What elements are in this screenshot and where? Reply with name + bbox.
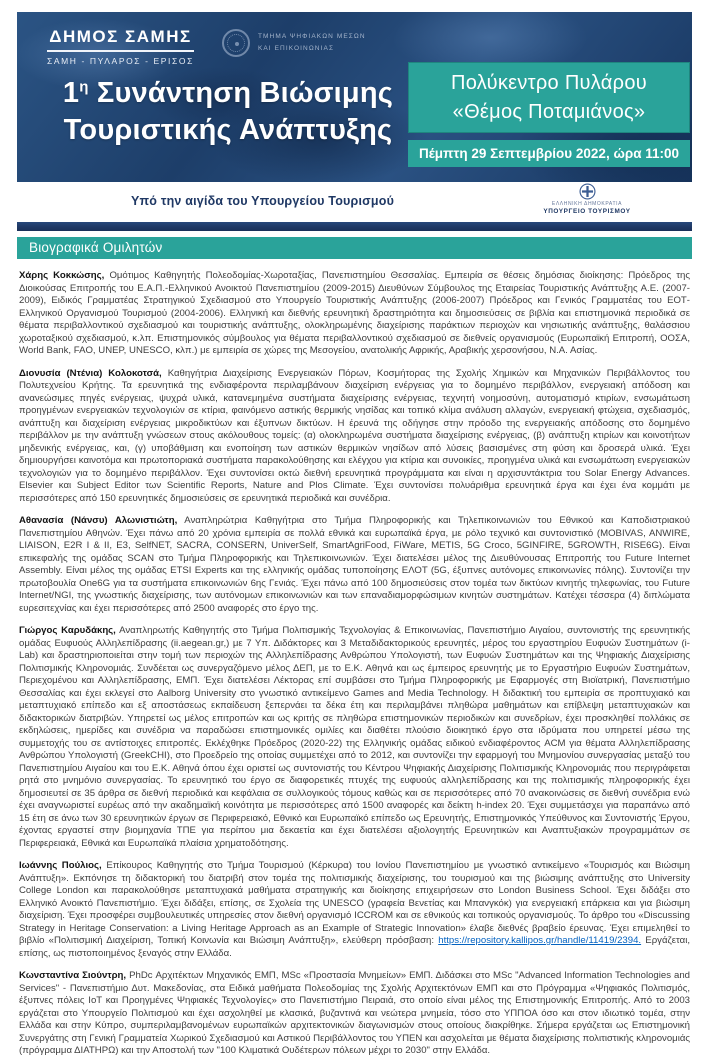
bio-text: Επίκουρος Καθηγητής στο Τμήμα Τουρισμού (Κέρκυρα) του Ιονίου Πανεπιστημίου με γνωστικό αντικείμενο «Τουρισμός και Βιώσιμη Ανάπτυξη». Εκπόνησε τη διδακτορική του διατριβή στον τομέα της πολιτισμικής διαχείρισης, του τουρισμού και της βιώσιμης ανάπτυξης στο University College London και παρακολούθησε μεταπτυχιακά μαθήματα στρατηγικής και διοίκησης επιχειρήσεων στο London Business School. Έχει διδάξει στο Ελληνικό Ανοικτό Πανεπιστήμιο. Έχει διδάξει, επίσης, σε Σχολεία της UNESCO (γραφεία Βενετίας και Μπανγκόκ) για ενεργειακή επάρκεια και για βιώσιμη διαχείριση. Έχει προσφέρει συμβουλευτικές υπηρεσίες στον διεθνή οργανισμό ICCROM και σε εθνικούς και τοπικούς οργανισμούς. Το άρθρο του «Discussing Strategy in Heritage Conservation: a Living Heritage Approach as an Example of Strategic Innovation» έλαβε διεθνές βραβείο έρευνας. Έχει επιμεληθεί το βιβλίο «Πολιτισμική Διαχείριση, Τοπική Κοινωνία και Βιώσιμη Ανάπτυξη», ελεύθερη πρόσβαση:	[19, 860, 690, 946]
bio-paragraph-kokkosis	[19, 270, 690, 358]
event-title	[33, 75, 423, 149]
digital-media-dept-logo	[222, 29, 366, 57]
bio-text-after-link: Εργάζεται, επίσης, ως πιστοποιημένος ξεναγός στην Ελλάδα.	[19, 935, 690, 959]
venue-box	[408, 62, 690, 133]
speaker-name: Κωνσταντίνα Σιούντρη,	[19, 970, 127, 981]
bio-paragraph-karydakis	[19, 625, 690, 850]
bio-text: PhDc Αρχιτέκτων Μηχανικός ΕΜΠ, MSc «Προστασία Μνημείων» ΕΜΠ. Διδάσκει στο MSc "Advanced Information Technologies and Services" - Πανεπιστήμιο Δυτ. Μακεδονίας, στα Ειδικά μαθήματα Πολεοδομίας της Σχολής Αρχιτεκτόνων ΕΜΠ και στο Πρόγραμμα «Ψηφιακός Πολιτισμός, έξυπνες πόλεις ΙοΤ και Προηγμένες Ψηφιακές Τεχνολογίες» στο Πανεπιστήμιο Πειραιά, στο οποίο είναι μέλος της Επιστημονικής Επιτροπής. Από το 2003 εργάζεται στο Υπουργείο Πολιτισμού και έχει ασχοληθεί με κλασικά, βυζαντινά και νεώτερα μνημεία, τόσο στο ΥΠΠΟΑ όσο και στον ιδιωτικό τομέα, στην Ελλάδα και στην Κύπρο, συμπεριλαμβανομένων ευρωπαϊκών αρχιτεκτονικών διαγωνισμών στους οποίους διακρίθηκε. Σήμερα εργάζεται ως Επιστημονική Συνεργάτης στη Γενική Γραμματεία Χωρικού Σχεδιασμού και Αστικού Περιβάλλοντος του ΥΠΕΝ και ασχολείται με θέματα διαχείρισης πολιτιστικής κληρονομιάς (πρόγραμμα ΔΙΑΤΗΡΩ) και την Αποστολή των "100 Κλιματικά Ουδέτερων πόλεων μέχρι το 2030" στην Ελλάδα.	[19, 970, 691, 1056]
samis-municipality-logo	[47, 27, 194, 66]
venue-line1: Πολύκεντρο Πυλάρου	[451, 71, 647, 94]
ministry-line1: ΕΛΛΗΝΙΚΗ ΔΗΜΟΚΡΑΤΙΑ	[551, 201, 623, 207]
department-emblem-icon	[222, 29, 250, 57]
bio-paragraph-poulios	[19, 860, 690, 960]
event-title-line1: $1^\eta$ Συνάντηση Βιώσιμης	[62, 77, 394, 109]
aegis-text: Υπό την αιγίδα του Υπουργείου Τουρισμού	[131, 193, 395, 208]
department-name: ΤΜΗΜΑ ΨΗΦΙΑΚΩΝ ΜΕΣΩΝ ΚΑΙ ΕΠΙΚΟΙΝΩΝΙΑΣ	[257, 33, 366, 52]
bio-paragraph-kolokotsa	[19, 368, 690, 506]
ministry-logo	[517, 183, 657, 215]
ministry-line2: ΥΠΟΥΡΓΕΙΟ ΤΟΥΡΙΣΜΟΥ	[543, 208, 631, 215]
event-title-line2: Τουριστικής Ανάπτυξης	[63, 113, 393, 146]
divider-bar	[17, 222, 692, 231]
speaker-name: Ιωάννης Πούλιος,	[19, 860, 102, 871]
event-datetime: Πέμπτη 29 Σεπτεμβρίου 2022, ώρα 11:00	[408, 140, 690, 167]
section-header: Βιογραφικά Ομιλητών	[17, 237, 692, 259]
speaker-name: Αθανασία (Νάνσυ) Αλωνιστιώτη,	[19, 515, 178, 526]
kallipos-repository-link[interactable]: https://repository.kallipos.gr/handle/11419/2394.	[438, 935, 642, 946]
venue-line2: «Θέμος Ποταμιάνος»	[452, 100, 646, 123]
ministry-emblem-icon	[579, 183, 596, 200]
bio-paragraph-siountri	[19, 970, 690, 1058]
bio-text: Καθηγήτρια Διαχείρισης Ενεργειακών Πόρων, Κοσμήτορας της Σχολής Χημικών και Μηχανικών Περιβάλλοντος του Πολυτεχνείου Κρήτης. Τα ερευνητικά της ενδιαφέροντα περιλαμβάνουν διαχείριση ενέργειας για το δομημένο περιβάλλον, ενεργειακή απόδοση και ανανεώσιμες πηγές ενέργειας, ψυχρά υλικά, κατανεμημένα συστήματα διαχείρισης ενέργειας, τεχνητή νοημοσύνη, αυτοματισμό κτιρίων, ενσωμάτωση προηγμένων ενεργειακών τεχνολογιών σε κτίρια, φαινόμενο αστικής θερμικής νησίδας και τοπικό κλίμα ανάλυση αλλαγών, ενεργειακή φτώχεια, σχεδιασμός, ανάπτυξη και διαχείριση ενέργειας μικροδικτύων και έξυπνων δικτύων. Η έρευνά της οδήγησε στην πρόοδο της ενεργειακής απόδοσης στο δομημένο περιβάλλον με την ανάπτυξη γνώσεων στους ακόλουθους τομείς: (α) ολοκληρωμένα συστήματα διαχείρισης ενέργειας, (β) ανάπτυξη κτιρίων και κοινοτήτων μηδενικής ενέργειας, και, (γ) υποβάθμιση και ενοποίηση των αστικών θερμικών νησίδων από λύσεις βασισμένες στη φύση και δροσερά υλικά. Έχει δημιουργήσει καινοτόμα και πρωτοποριακά συστήματα παρακολούθησης και ελέγχου για κτίρια και συνοικίες, προηγμένα υλικά και ενσωμάτωση ενεργειακών τεχνολογιών για το δομημένο περιβάλλον. Έχει συντονίσει οκτώ διεθνή ερευνητικά προγράμματα και είναι η αρχισυντάκτρια του Solar Energy Advances. Elsevier και Subject Editor των Scientific Reports, Nature and Plos Climate. Έχει συντονίσει πολυάριθμα ερευνητικά έργα και έχει ένα κομμάτι με περισσότερες από 150 ερευνητικές δημοσιεύσεις σε ερευνητικά περιοδικά και συνέδρια.	[19, 367, 690, 504]
speaker-name: Χάρης Κοκκώσης,	[19, 270, 105, 281]
ordinal-superscript: η	[79, 78, 89, 96]
bio-text: Ομότιμος Καθηγητής Πολεοδομίας-Χωροταξίας, Πανεπιστημίου Θεσσαλίας. Εμπειρία σε θέσεις δημόσιας διοίκησης: Πρόεδρος της Διοικούσας Επιτροπής του Ε.Α.Π.-Ελληνικού Ανοικτού Πανεπιστημίου (2009-2015) Διευθύνων Σύμβουλος της Εταιρείας Τουριστικής Ανάπτυξης Α.Ε. (2007-2009), Ειδικός Γραμματέας Στρατηγικού Σχεδιασμού στο Υπουργείο Τουριστικής Ανάπτυξης (2006-2007) Πρόεδρος και Γενικός Γραμματέας του ΕΟΤ-Ελληνικού Οργανισμού Τουρισμού (2004-2006). Ελληνική και διεθνής ερευνητική δραστηριότητα και δημοσιεύσεις σε βιβλία και επιστημονικά περιοδικά σε θέματα περιβαλλοντικού σχεδιασμού και τουριστικής ανάπτυξης, ολοκληρωμένης διαχείρισης παράκτιων περιοχών και νησιωτικής ανάπτυξης, θαλάσσιου χωροταξικού σχεδιασμού, κ.λπ. Επιστημονικός σύμβουλος για θέματα περιβαλλοντικού σχεδιασμού σε διεθνείς οργανισμούς (Ευρωπαϊκή Επιτροπή, ΟΟΣΑ, World Bank, FAO, UNEP, UNESCO, κλπ.) με εμπειρία σε χώρες της Μεσογείου, ανατολικής Αφρικής, Αραβικής χερσονήσου, Ν.Α. Ασίας.	[19, 270, 690, 356]
bio-paragraph-alonistioti	[19, 515, 690, 615]
event-banner	[17, 12, 692, 182]
municipality-subtitle: ΣΑΜΗ - ΠΥΛΑΡΟΣ - ΕΡΙΣΟΣ	[47, 56, 194, 66]
speaker-bios	[17, 259, 692, 1058]
banner-logos	[47, 27, 366, 66]
bio-text: Αναπληρωτής Καθηγητής στο Τμήμα Πολιτισμικής Τεχνολογίας & Επικοινωνίας, Πανεπιστήμιο Αιγαίου, συντονιστής της ερευνητικής ομάδας Ευφυούς Αλληλεπίδρασης (ii.aegean.gr,) με 7 Υπ. Διδάκτορες και 3 Μεταδιδακτορικούς ερευνητές, μέρος του εργαστηρίου Ευφυών Συστημάτων (i-Lab) και δραστηριοποιείται στην τομή των περιοχών της Αλληλεπίδρασης Ανθρώπου Υπολογιστή, των Ευφυών Συστημάτων και της Ψηφιακής Διαχείρισης Πολιτισμικής Κληρονομιάς. Συνδέεται ως συνεργαζόμενο μέλος ΔΕΠ, με το Ε.Κ. Αθηνά και ως έμπειρος ερευνητής με το Εργαστήριο Ευφυών Συστημάτων, Περιεχομένου και Αλληλεπίδρασης, ΕΜΠ. Έχει διατελέσει Λέκτορας επί συμβάσει στο Τμήμα Πληροφορικής με Εφαρμογές στη Βιοϊατρική, Πανεπιστήμιο Θεσσαλίας και έχει εκλεγεί στο Aalborg University στο γνωστικό αντικείμενο Games and Media Technology. Η διδακτική του εμπειρία σε προπτυχιακό και μεταπτυχιακό επίπεδο και εξ αποστάσεως εκπαίδευση ξεπερνάει τα δέκα έτη και περιλαμβάνει πληθώρα μαθημάτων και επίβλεψη μεταπτυχιακών και διδακτορικών διατριβών. Υπηρετεί ως μέλος επιτροπών και ως κριτής σε πληθώρα επιστημονικών περιοδικών και συνεδρίων, έχει προσκληθεί πολλάκις σε εκδηλώσεις, ημερίδες και συνέδρια να παραδώσει επιστημονικές ομιλίες και διαθέτει πλούσιο διοικητικό έργο στα ιδρύματα που υπηρετεί μέσω της συμμετοχής του σε αντίστοιχες επιτροπές. Εκλέχθηκε Πρόεδρος (2020-22) της Ελληνικής ομάδας ειδικού ενδιαφέροντος ACM για θέματα Αλληλεπίδρασης Ανθρώπου Υπολογιστή (GreekCHI), στο Προεδρείο της οποίας συμμετέχει από το 2012, και συντονίζει την εφαρμογή του Μνημονίου συνεργασίας μεταξύ του Πανεπιστημίου Αιγαίου και του Ε.Κ. Αθηνά όπου έχει οριστεί ως συντονιστής του Κέντρου Ψηφιακής Διαχείρισης Πολιτισμικής Κληρονομιάς που περιγράφεται ρητά στο μνημόνιο συνεργασίας. Το ερευνητικό του έργο σε διαφορετικές πτυχές της ευφυούς αλληλεπίδρασης και της πολιτισμικής πληροφορικής έχει δημοσιευτεί σε 35 άρθρα σε διεθνή περιοδικά και κεφάλαια σε συλλογικούς τόμους καθώς και σε περισσότερες από 70 ανακοινώσεις σε διεθνή συνέδρια ενώ έχει αναγνωριστεί ευρέως από την ακαδημαϊκή κοινότητα με περισσότερες από 1500 αναφορές και δείκτη h-index 20. Έχει συμμετάσχει για παραπάνω από 15 έτη σε άνω των 30 ερευνητικών έργων σε Περιφερειακό, Εθνικό και Ευρωπαϊκό επίπεδο ως Ερευνητής, Επιστημονικός Υπεύθυνος και Συντονιστής Έργου, έχοντας εργαστεί στην βιομηχανία ΤΠΕ για περίπου μια δεκαετία και έχει διατελέσει αξιολογητής Ερευνητικών και Αναπτυξιακών προγραμμάτων σε Περιφερειακά, Εθνικά και Ευρωπαϊκά πλαίσια χρηματοδότησης.	[19, 625, 691, 849]
municipality-name: ΔΗΜΟΣ ΣΑΜΗΣ	[47, 27, 194, 52]
aegis-band	[17, 182, 692, 219]
bio-text: Αναπληρώτρια Καθηγήτρια στο Τμήμα Πληροφορικής και Τηλεπικοινωνιών του Εθνικού και Καποδιστριακού Πανεπιστημίου Αθηνών. Έχει πάνω από 20 χρόνια εμπειρία σε πολλά εθνικά και ευρωπαϊκά έργα, με ρόλο τεχνικό και συντονιστικό (MOBIVAS, ANWIRE, LIAISON, E2R I & II, E3, SelfNET, SACRA, CONSERN, UniverSelf, SmartAgriFood, FiWare, METIS, 5G Croco, 5GINFIRE, 5GROWTH, RISE6G). Είναι επικεφαλής της ομάδας SCAN στο Τμήμα Πληροφορικής και Τηλεπικοινωνιών. Έχει διατελέσει μέλος της Διευθύνουσας Επιτροπής του Future Internet Assembly. Είναι μέλος της ομάδας ETSI Experts και της ελληνικής ομάδας τυποποίησης ΕΛΟΤ (5G, έξυπνες αυτόνομες επικοινωνίες πόλης). Συντονίζει την πρωτοβουλία One6G για τα συστήματα επικοινωνιών 6ης Γενιάς. Έχει πάνω από 100 δημοσιεύσεις στον τομέα των δικτύων κινητής τηλεφωνίας, του Future Internet/NGI, της γνωστικής διαχείρισης, των αυτόνομων επικοινωνιών και των επαναδιαμορφώσιμων κινητών συστημάτων. Κατέχει τέσσερα (4) διπλώματα ευρεσιτεχνίας και έχει περισσότερες από 2500 αναφορές στο έργο της.	[19, 515, 690, 614]
speaker-name: Διονυσία (Ντένια) Κολοκοτσά,	[19, 367, 162, 379]
speaker-name: Γιώργος Καρυδάκης,	[19, 625, 116, 636]
